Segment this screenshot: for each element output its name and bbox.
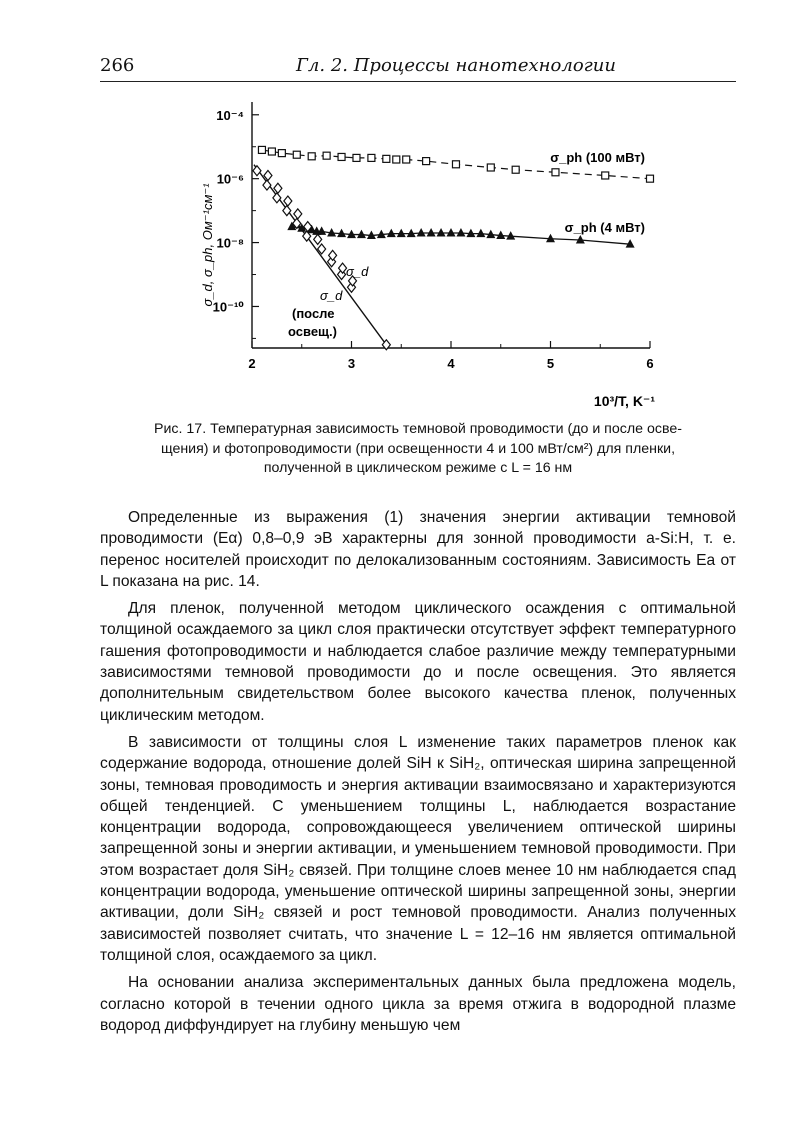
page-header bbox=[100, 55, 736, 82]
annotation-sigma-d-after-3: освещ.) bbox=[288, 324, 337, 339]
data-point-square bbox=[368, 154, 375, 161]
paragraph-3: В зависимости от толщины слоя L изменение таких параметров пленок как содержание водорода, отношение долей SiH к SiH₂, оптическая ширина запрещенной зоны, темновая проводимость и энергия активации взаимосвязано и характеризуются общей тенденцией. С уменьшением толщины L, наблюдается возрастание концентрации водорода, сопровождающееся увеличением оптической ширины запрещенной зоны и энергии активации, и уменьшением темновой проводимости. При этом возрастает доля SiH₂ связей. При толщине слоев менее 10 нм наблюдается спад концентрации водорода, уменьшение оптической ширины запрещенной зоны, энергии активации, доли SiH₂ связей и рост темновой проводимости. Анализ полученных зависимостей позволяет считать, что значение L = 12–16 нм является оптимальной толщиной слоя, осаждаемого за цикл. bbox=[100, 733, 736, 964]
y-tick-label-2: 10⁻⁸ bbox=[216, 235, 244, 251]
caption-line-3: полученной в циклическом режиме с L = 16 нм bbox=[263, 460, 573, 476]
data-point-square bbox=[278, 150, 285, 157]
running-title: Гл. 2. Процессы нанотехнологии bbox=[296, 55, 616, 76]
data-point-square bbox=[552, 169, 559, 176]
annotation-sigma-ph-4: σ_ph (4 мВт) bbox=[564, 220, 645, 235]
x-tick-label-4: 4 bbox=[447, 356, 455, 371]
data-point-diamond bbox=[294, 209, 302, 219]
data-point-triangle bbox=[447, 228, 456, 237]
data-point-square bbox=[423, 158, 430, 165]
y-tick-label-0: 10⁻⁴ bbox=[216, 107, 244, 123]
data-point-square bbox=[258, 146, 265, 153]
series-3 bbox=[264, 170, 357, 285]
page-number: 266 bbox=[100, 55, 135, 76]
data-point-triangle bbox=[437, 228, 446, 237]
caption-line-1: Рис. 17. Температурная зависимость темновой проводимости (до и после осве- bbox=[154, 421, 682, 437]
data-point-triangle bbox=[387, 229, 396, 238]
chart-axes bbox=[213, 102, 654, 371]
data-point-triangle bbox=[427, 228, 436, 237]
annotation-sigma-d-after-1: σ_d bbox=[320, 288, 343, 303]
data-point-diamond bbox=[284, 196, 292, 206]
y-tick-label-1: 10⁻⁶ bbox=[216, 171, 244, 187]
data-point-triangle bbox=[397, 229, 406, 238]
paragraph-1: Определенные из выражения (1) значения энергии активации темновой проводимости (Eα) 0,8–0,9 эВ характерны для зонной проводимости a-Si:H, т. е. перенос носителей происходит по делокализованным состояниям. Зависимость Ea от L показана на рис. 14. bbox=[100, 509, 736, 590]
data-point-triangle bbox=[417, 228, 426, 237]
data-point-square bbox=[323, 152, 330, 159]
data-point-square bbox=[293, 151, 300, 158]
x-tick-label-6: 6 bbox=[646, 356, 654, 371]
data-point-diamond bbox=[253, 166, 261, 176]
data-point-square bbox=[268, 148, 275, 155]
caption-line-2: щения) и фотопроводимости (при освещенности 4 и 100 мВт/см²) для пленки, bbox=[160, 440, 676, 457]
y-tick-label-3: 10⁻¹⁰ bbox=[212, 299, 244, 315]
annotation-sigma-d-after-2: (после bbox=[292, 306, 335, 321]
paragraph-2: Для пленок, полученной методом циклического осаждения с оптимальной толщиной осаждаемого за цикл слоя практически отсутствует эффект температурного гашения фотопроводимости и наблюдается слабое различие между температурными зависимостями темновой проводимости до и после освещения. Это является дополнительным свидетельством более высокого качества пленок, полученных циклическим методом. bbox=[100, 600, 736, 724]
data-point-triangle bbox=[357, 230, 366, 239]
data-point-diamond bbox=[273, 193, 281, 203]
series-2 bbox=[253, 165, 390, 350]
data-point-diamond bbox=[263, 180, 271, 190]
data-point-square bbox=[338, 153, 345, 160]
data-point-square bbox=[487, 164, 494, 171]
x-tick-label-2: 2 bbox=[248, 356, 256, 371]
paragraph-4: На основании анализа экспериментальных данных была предложена модель, согласно которой в течении одного цикла за время отжига в водородной плазме водород диффундирует на глубину меньшую чем bbox=[100, 974, 736, 1034]
figure-17-chart bbox=[190, 90, 670, 415]
data-point-square bbox=[383, 155, 390, 162]
annotation-sigma-d: σ_d bbox=[346, 264, 369, 279]
x-axis-label: 10³/T, K⁻¹ bbox=[593, 393, 655, 409]
data-point-square bbox=[308, 153, 315, 160]
x-tick-label-5: 5 bbox=[546, 356, 555, 371]
data-point-square bbox=[393, 156, 400, 163]
data-point-triangle bbox=[476, 229, 485, 238]
data-point-square bbox=[602, 172, 609, 179]
data-point-triangle bbox=[456, 228, 465, 237]
data-point-square bbox=[403, 156, 410, 163]
annotation-sigma-ph-100: σ_ph (100 мВт) bbox=[550, 150, 645, 165]
body-text bbox=[100, 507, 736, 1042]
y-axis-label: σ_d, σ_ph, Ом⁻¹см⁻¹ bbox=[200, 183, 215, 307]
data-point-square bbox=[452, 161, 459, 168]
data-point-square bbox=[512, 166, 519, 173]
data-point-square bbox=[647, 175, 654, 182]
data-point-diamond bbox=[314, 234, 322, 244]
figure-caption bbox=[100, 420, 736, 479]
data-point-diamond bbox=[274, 183, 282, 193]
x-tick-label-3: 3 bbox=[347, 356, 356, 371]
data-point-square bbox=[353, 154, 360, 161]
